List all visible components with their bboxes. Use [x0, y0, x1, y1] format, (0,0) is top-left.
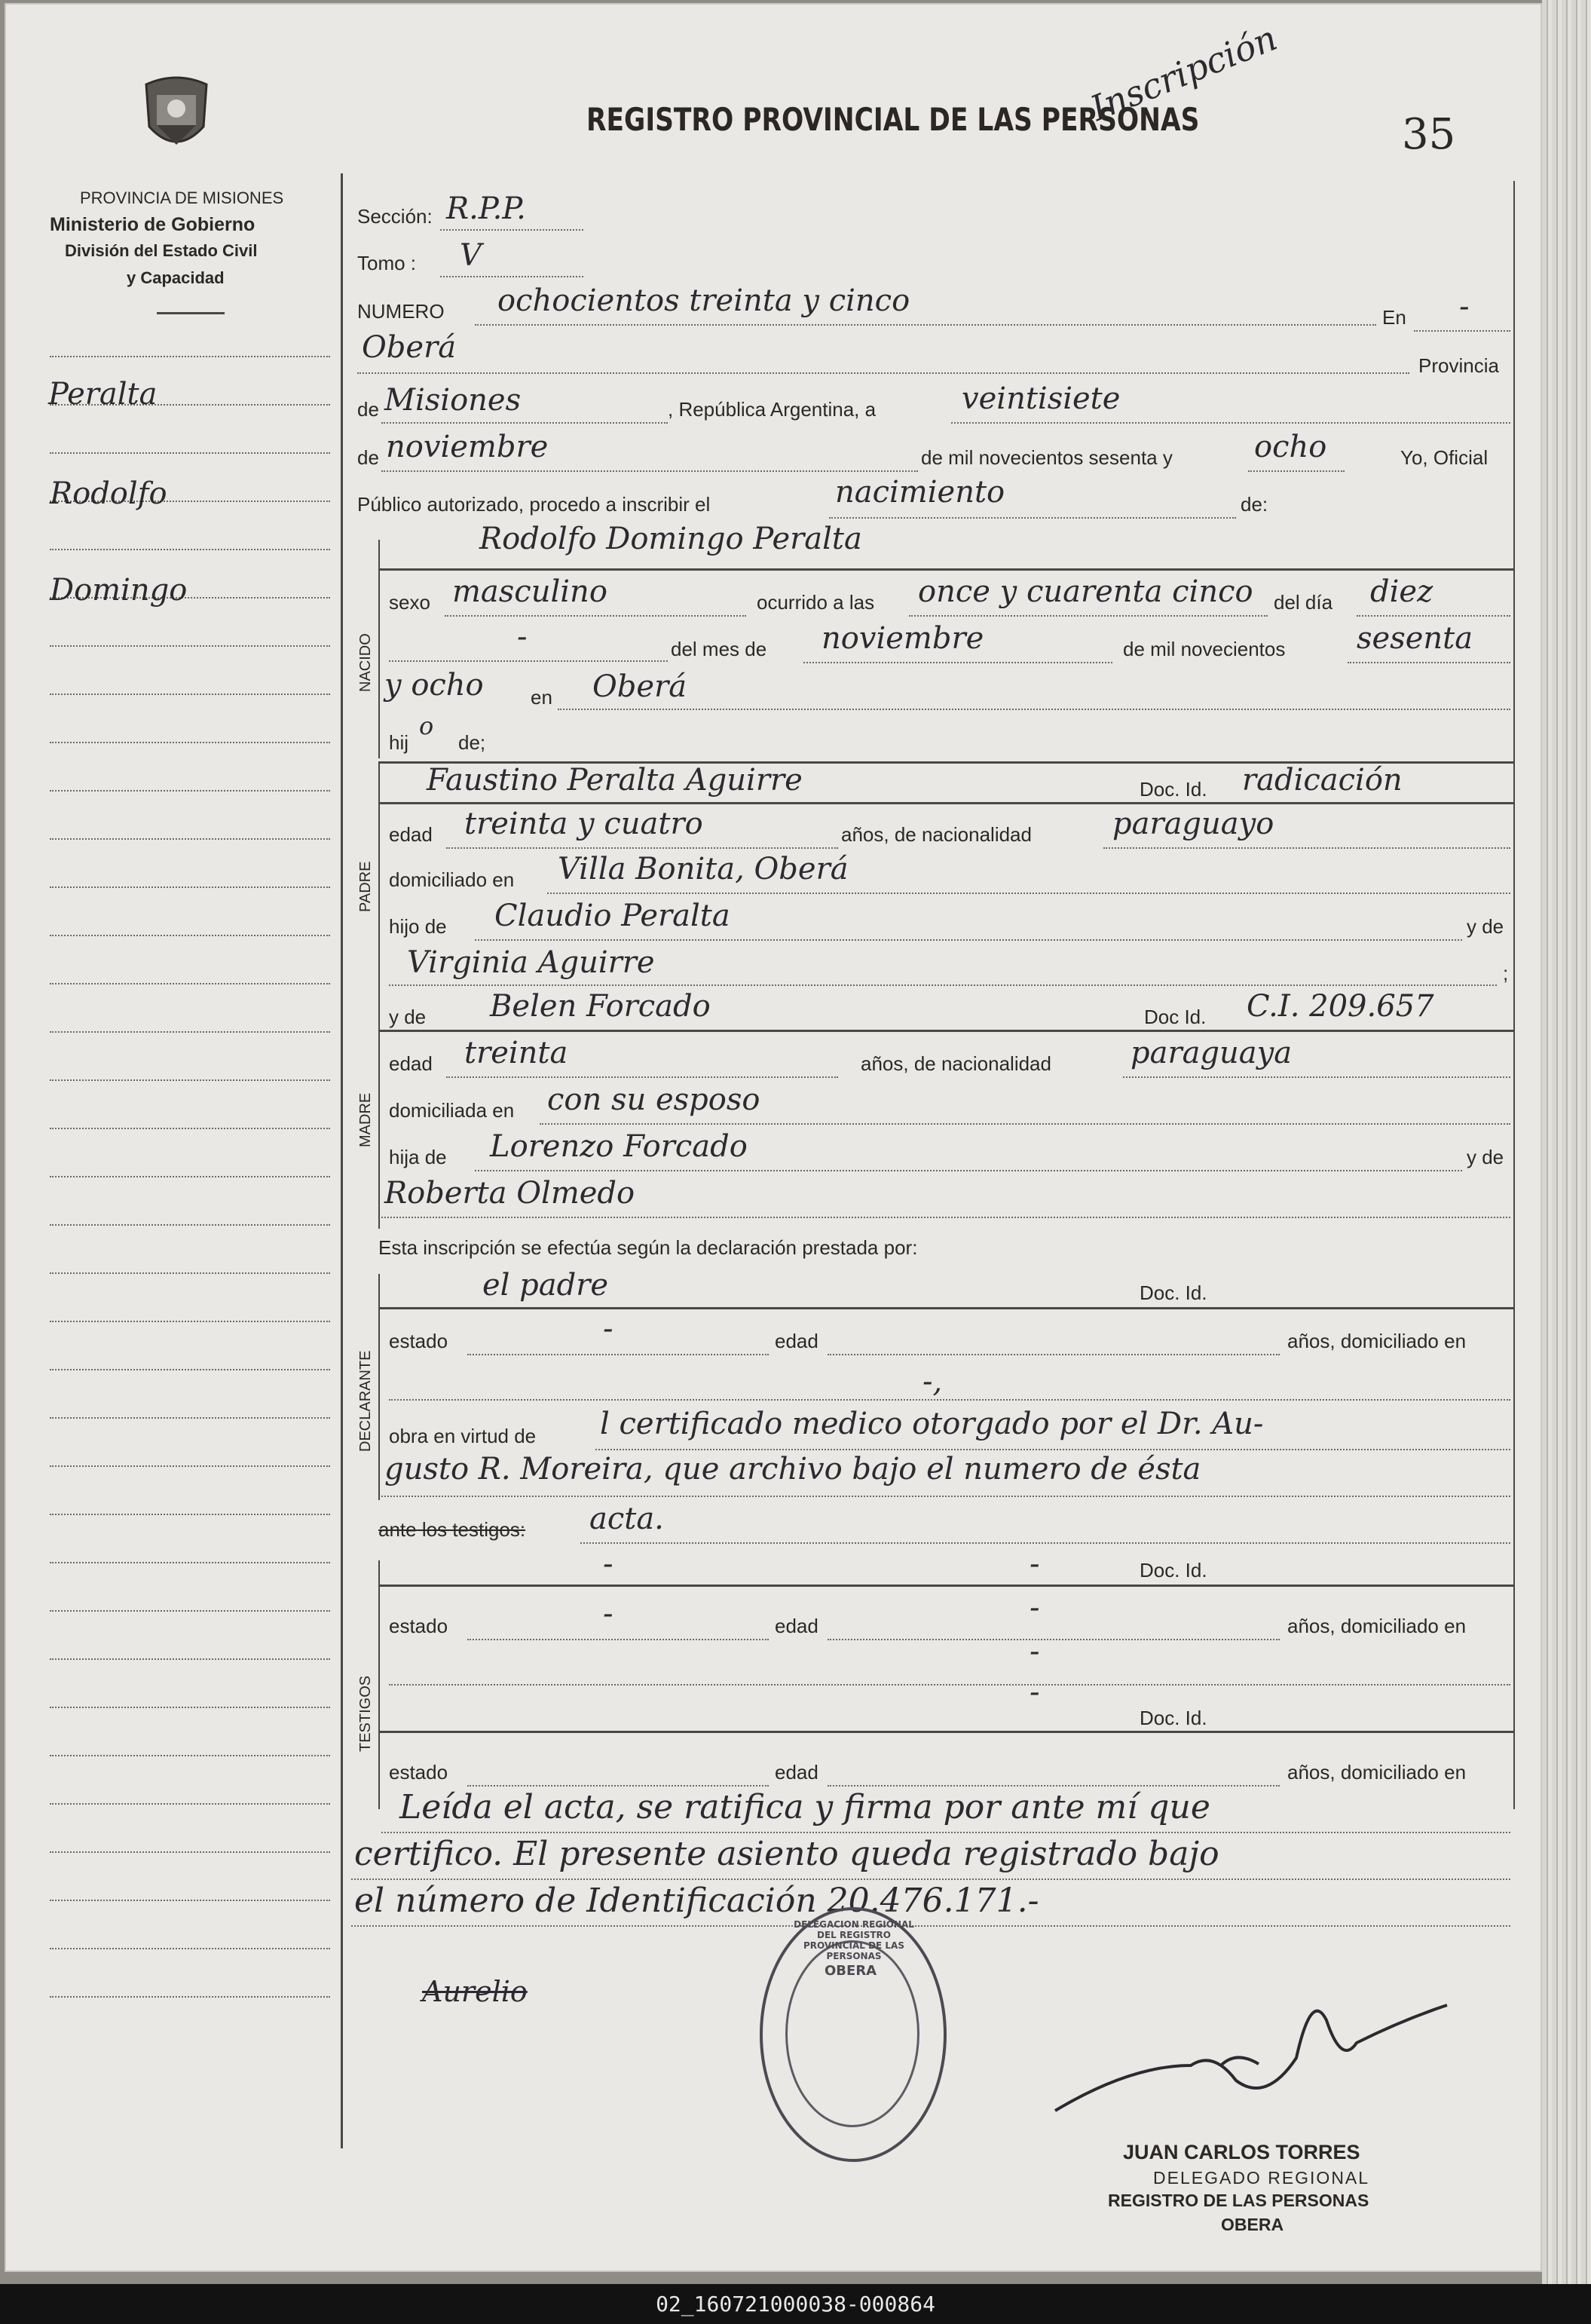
- value-nombre-completo: Rodolfo Domingo Peralta: [479, 522, 862, 556]
- label-y-de3: y de: [1467, 1146, 1504, 1168]
- margin-line: [50, 983, 330, 984]
- stamp-center-text: OBERA: [825, 1963, 877, 1979]
- label-domiciliada: domiciliada en: [389, 1099, 515, 1122]
- side-label-testigos: TESTIGOS: [357, 1675, 374, 1752]
- margin-line: [50, 1610, 330, 1612]
- label-de-semi: de;: [458, 731, 486, 754]
- value-seccion: R.P.P.: [446, 191, 526, 226]
- margin-line: [50, 1803, 330, 1805]
- page-number: 35: [1402, 110, 1456, 159]
- label-del-dia: del día: [1274, 591, 1333, 614]
- margin-line: [50, 1996, 330, 1998]
- document-page: [5, 3, 1542, 2272]
- province-crest-icon: [140, 74, 213, 157]
- value-cierre3: el número de Identificación 20.476.171.-: [354, 1882, 1039, 1920]
- value-mes: noviembre: [822, 621, 984, 656]
- value-dia: diez: [1370, 574, 1433, 609]
- value-t1-extra: -: [1030, 1634, 1040, 1669]
- margin-divider: [341, 173, 343, 2148]
- label-anos-nac-madre: años, de nacionalidad: [861, 1052, 1051, 1075]
- capacity-line: y Capacidad: [127, 268, 225, 287]
- margin-line: [50, 790, 330, 792]
- value-testigo1: -: [603, 1547, 613, 1581]
- margin-surname: Peralta: [48, 377, 158, 412]
- margin-line: [50, 886, 330, 888]
- value-testigo1-b: -: [1030, 1547, 1040, 1581]
- label-doc-id2: Doc Id.: [1144, 1006, 1207, 1028]
- value-dia-inscripcion: veintisiete: [962, 381, 1121, 416]
- label-de: de: [357, 398, 379, 421]
- label-edad-t1: edad: [775, 1615, 818, 1637]
- value-madre-dom: con su esposo: [547, 1082, 760, 1117]
- margin-line: [50, 1321, 330, 1322]
- value-acto: nacimiento: [835, 475, 1005, 510]
- label-yo-oficial: Yo, Oficial: [1400, 446, 1489, 469]
- label-edad-padre: edad: [389, 823, 433, 846]
- label-edad-decl: edad: [775, 1330, 818, 1352]
- value-obra1: l certificado medico otorgado por el Dr. Au-: [600, 1407, 1264, 1441]
- label-declaracion: Esta inscripción se efectúa según la declaración prestada por:: [378, 1236, 918, 1259]
- stamp-ring-text: DELEGACION REGIONAL DEL REGISTRO PROVINCIAL DE LAS PERSONAS: [794, 1919, 914, 1961]
- margin-line: [50, 1417, 330, 1419]
- official-signature-icon: [1040, 1975, 1462, 2126]
- value-obra2: gusto R. Moreira, que archivo bajo el numero de ésta: [384, 1452, 1201, 1487]
- margin-line: [50, 1948, 330, 1949]
- label-del-mes: del mes de: [671, 638, 767, 660]
- margin-line: [50, 1900, 330, 1901]
- top-signature: Inscripción: [1085, 17, 1283, 129]
- value-localidad: Oberá: [362, 330, 457, 365]
- value-padre-doc: radicación: [1242, 763, 1403, 798]
- label-doc-id: Doc. Id.: [1140, 778, 1207, 801]
- margin-signature: Aurelio: [422, 1975, 528, 2008]
- value-provincia: Misiones: [384, 383, 522, 418]
- value-numero: ochocientos treinta y cinco: [497, 283, 910, 318]
- margin-line: [50, 742, 330, 743]
- label-mil-nov: de mil novecientos sesenta y: [921, 446, 1173, 469]
- value-madre-edad: treinta: [464, 1036, 568, 1070]
- label-anos-dom-t1: años, domiciliado en: [1287, 1615, 1467, 1637]
- margin-line: [50, 1658, 330, 1660]
- label-numero: NUMERO: [357, 300, 445, 323]
- value-madre-nac: paraguaya: [1131, 1036, 1293, 1070]
- value-sexo: masculino: [452, 574, 607, 609]
- margin-line: [50, 1224, 330, 1226]
- margin-line: [50, 838, 330, 840]
- value-lugar: Oberá: [592, 669, 687, 704]
- side-label-madre: MADRE: [357, 1092, 374, 1147]
- margin-line: [50, 1031, 330, 1033]
- value-hora: once y cuarenta cinco: [918, 574, 1253, 609]
- label-estado-t1: estado: [389, 1615, 448, 1637]
- value-declarante: el padre: [482, 1268, 609, 1303]
- label-anos-nac-padre: años, de nacionalidad: [841, 823, 1032, 846]
- value-abuelo-m: Lorenzo Forcado: [490, 1129, 748, 1164]
- label-hija-de: hija de: [389, 1146, 447, 1168]
- official-stamp: [760, 1907, 947, 2162]
- label-semicolon: ;: [1503, 962, 1509, 984]
- value-obra3: acta.: [589, 1502, 664, 1536]
- margin-line: [50, 1755, 330, 1756]
- province-line: PROVINCIA DE MISIONES: [80, 188, 284, 207]
- label-seccion: Sección:: [357, 205, 433, 228]
- label-sexo: sexo: [389, 591, 430, 614]
- value-abuela-m: Roberta Olmedo: [384, 1176, 635, 1211]
- value-anio-nac2: y ocho: [384, 668, 484, 703]
- margin-line: [50, 1514, 330, 1515]
- label-estado-t2: estado: [389, 1761, 448, 1784]
- value-mes-inscripcion: noviembre: [386, 430, 549, 464]
- value-abuela: Virginia Aguirre: [407, 945, 655, 980]
- value-madre-nombre: Belen Forcado: [490, 989, 711, 1024]
- margin-line: [50, 1176, 330, 1177]
- margin-second-name: Domingo: [50, 573, 188, 608]
- label-tomo: Tomo :: [357, 252, 417, 274]
- signatory-role2: REGISTRO DE LAS PERSONAS: [1108, 2191, 1369, 2210]
- right-border: [1513, 181, 1515, 1809]
- margin-line: [50, 1369, 330, 1370]
- margin-line: [50, 645, 330, 647]
- margin-line: [50, 356, 330, 357]
- label-ocurrido: ocurrido a las: [757, 591, 875, 614]
- header-divider: [157, 312, 225, 314]
- label-edad-t2: edad: [775, 1761, 818, 1784]
- page-stack-edge: [1542, 0, 1591, 2284]
- value-padre-nac: paraguayo: [1112, 807, 1274, 841]
- label-en: En: [1382, 306, 1406, 329]
- value-padre-edad: treinta y cuatro: [464, 807, 703, 841]
- value-tomo: V: [460, 238, 482, 273]
- signatory-role1: DELEGADO REGIONAL: [1153, 2168, 1370, 2188]
- label-ante-testigos: ante los testigos:: [378, 1518, 526, 1541]
- value-anio-nac: sesenta: [1357, 621, 1473, 656]
- side-label-nacido: NACIDO: [357, 633, 374, 692]
- value-testigo2: -: [1030, 1675, 1040, 1710]
- value-edad-t1: -: [1030, 1591, 1040, 1625]
- value-en: -: [1459, 289, 1470, 324]
- signatory-name: JUAN CARLOS TORRES: [1123, 2141, 1360, 2163]
- margin-line: [50, 452, 330, 454]
- label-de-mil-nov: de mil novecientos: [1123, 638, 1286, 660]
- page-title: REGISTRO PROVINCIAL DE LAS PERSONAS: [586, 101, 1200, 138]
- value-comma-dash: -,: [922, 1364, 943, 1399]
- margin-line: [50, 1128, 330, 1129]
- margin-line: [50, 1851, 330, 1853]
- margin-line: [50, 1079, 330, 1081]
- signatory-city: OBERA: [1221, 2215, 1284, 2234]
- label-publico: Público autorizado, procedo a inscribir el: [357, 493, 711, 516]
- value-cierre1: Leída el acta, se ratifica y firma por ante mí que: [399, 1788, 1210, 1826]
- label-doc-id4: Doc. Id.: [1140, 1559, 1207, 1581]
- side-label-declarante: DECLARANTE: [357, 1350, 374, 1452]
- margin-line: [50, 1562, 330, 1563]
- value-estado-decl: -: [603, 1312, 613, 1346]
- division-line: División del Estado Civil: [65, 241, 258, 260]
- label-anos-dom-decl: años, domiciliado en: [1287, 1330, 1467, 1352]
- ministry-line: Ministerio de Gobierno: [50, 214, 255, 235]
- label-anos-dom-t2: años, domiciliado en: [1287, 1761, 1467, 1784]
- margin-line: [50, 1707, 330, 1708]
- label-doc-id3: Doc. Id.: [1140, 1281, 1207, 1304]
- value-padre-nombre: Faustino Peralta Aguirre: [427, 763, 803, 798]
- value-hij-suffix: o: [419, 712, 434, 740]
- file-id-footer: 02_160721000038-000864: [0, 2284, 1591, 2324]
- value-madre-doc: C.I. 209.657: [1247, 989, 1434, 1024]
- label-obra: obra en virtud de: [389, 1425, 537, 1447]
- label-hij: hij: [389, 731, 409, 754]
- label-y-de2: y de: [389, 1006, 427, 1028]
- value-estado-t1: -: [603, 1597, 613, 1631]
- margin-line: [50, 1465, 330, 1467]
- value-cierre2: certifico. El presente asiento queda registrado bajo: [354, 1835, 1219, 1873]
- label-republica: , República Argentina, a: [668, 398, 877, 421]
- value-abuelo: Claudio Peralta: [494, 899, 730, 933]
- margin-line: [50, 549, 330, 550]
- margin-line: [50, 935, 330, 936]
- label-edad-madre: edad: [389, 1052, 433, 1075]
- label-en2: en: [531, 686, 552, 709]
- value-padre-dom: Villa Bonita, Oberá: [558, 852, 849, 886]
- margin-first-name: Rodolfo: [50, 476, 167, 511]
- value-dash1: -: [517, 620, 528, 654]
- label-domiciliado: domiciliado en: [389, 868, 515, 891]
- margin-line: [50, 1272, 330, 1274]
- side-label-padre: PADRE: [357, 861, 374, 912]
- margin-line: [50, 694, 330, 695]
- value-anio: ocho: [1254, 430, 1327, 464]
- label-y-de: y de: [1467, 915, 1504, 938]
- label-de2: de: [357, 446, 379, 469]
- label-de-colon: de:: [1241, 493, 1268, 516]
- label-doc-id5: Doc. Id.: [1140, 1707, 1207, 1729]
- label-estado-decl: estado: [389, 1330, 448, 1352]
- label-hijo-de: hijo de: [389, 915, 447, 938]
- label-provincia: Provincia: [1418, 354, 1499, 377]
